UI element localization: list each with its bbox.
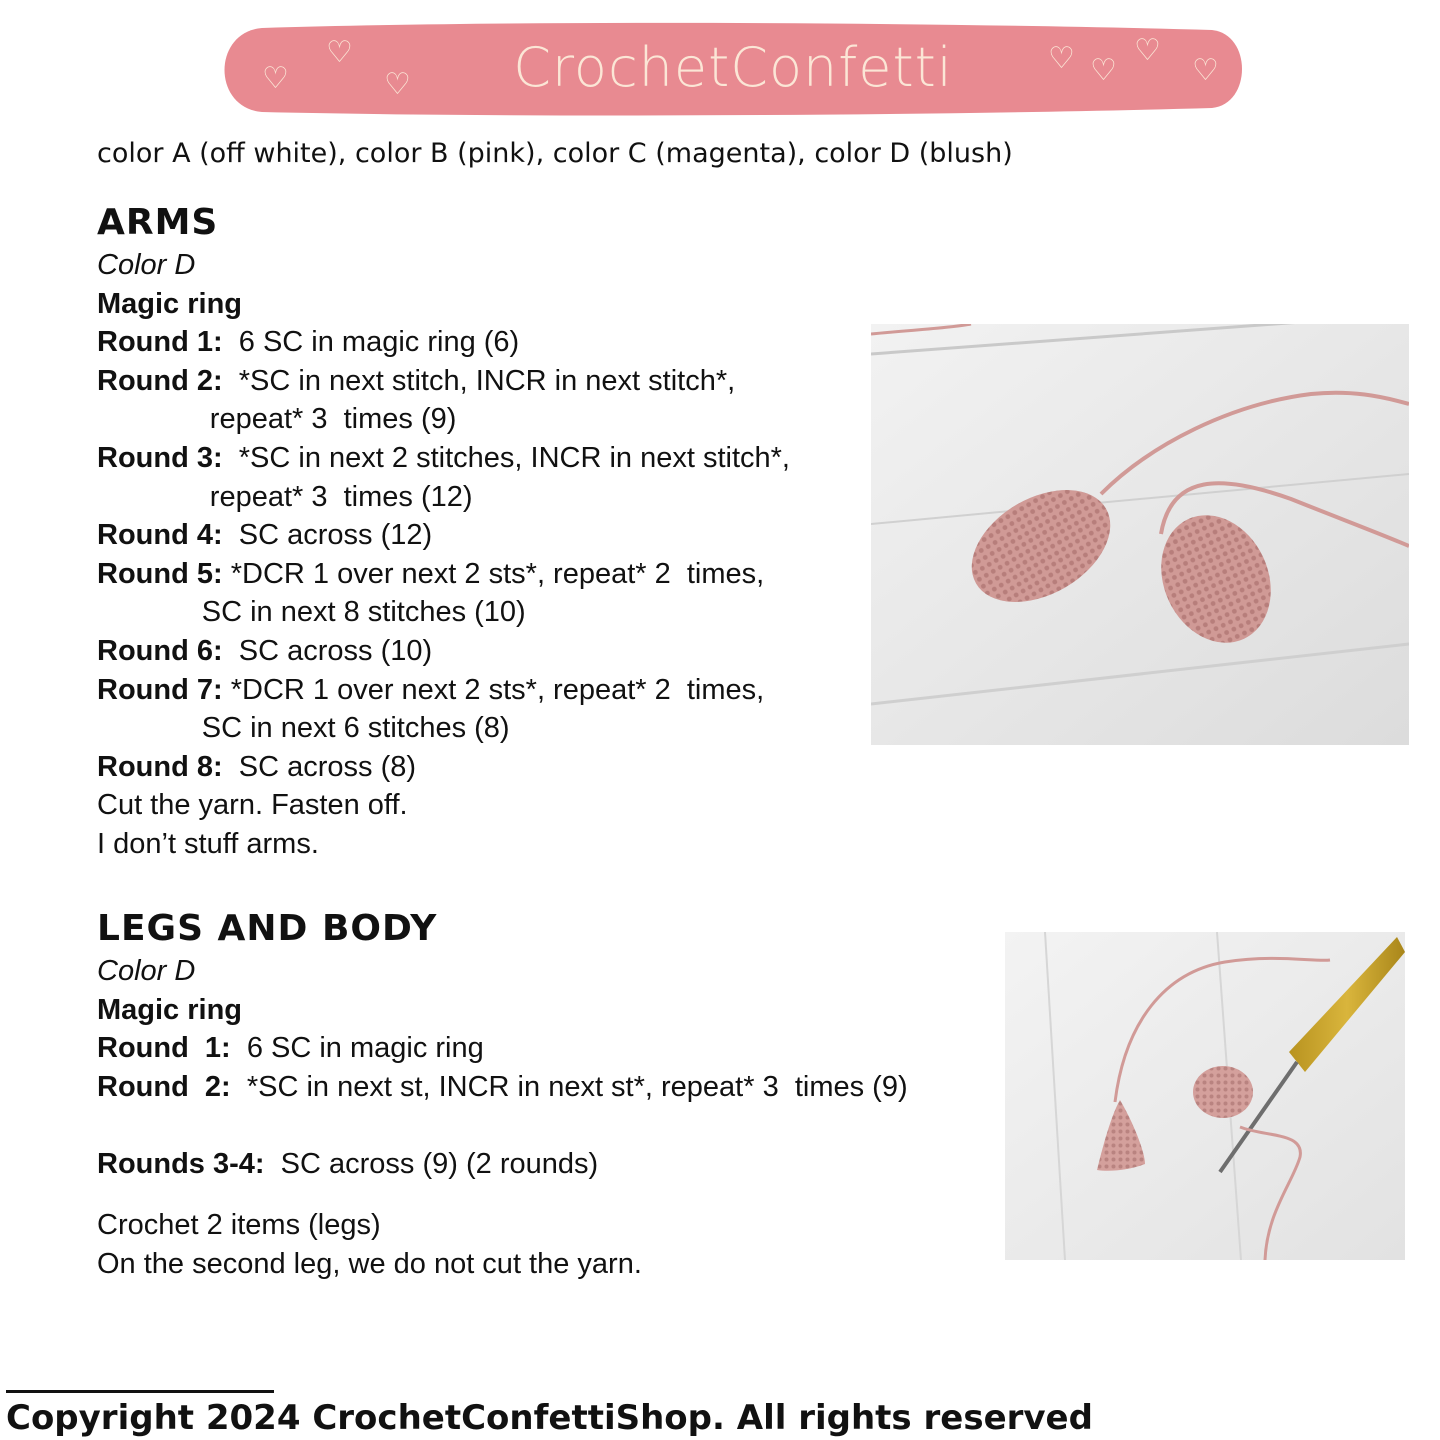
round-label: Round 7: (97, 673, 223, 706)
arms-round-line (97, 439, 790, 478)
round-label: Round 5: (97, 557, 223, 590)
arms-round-line (97, 709, 790, 748)
round-label: Round 3: (97, 441, 223, 474)
round-label: Round 1: (97, 326, 223, 359)
round-label: Rounds 3-4: (97, 1148, 265, 1180)
arms-round-line (97, 671, 790, 710)
round-text: *DCR 1 over next 2 sts*, repeat* 2 times, (222, 673, 765, 706)
arms-color: Color D (97, 249, 196, 281)
round-text: SC across (10) (222, 634, 433, 667)
round-label: Round 8: (97, 750, 223, 783)
round-label: Round 6: (97, 634, 223, 667)
round-label: Round 4: (97, 519, 223, 552)
arms-note: Cut the yarn. Fasten off. (97, 789, 408, 822)
arms-round-line (97, 478, 790, 517)
legs-round-3 (97, 1145, 598, 1184)
arms-round-line (97, 593, 790, 632)
arms-round-line (97, 362, 790, 401)
round-label: Round 2: (97, 364, 223, 397)
arms-round-line (97, 323, 790, 362)
footer-divider (6, 1390, 274, 1393)
heart-icon: ♡ (262, 61, 289, 96)
round-text: SC in next 8 stitches (10) (97, 596, 526, 629)
arms-round-line (97, 748, 790, 787)
round-text: SC across (12) (222, 519, 433, 552)
round-text: *SC in next 2 stitches, INCR in next stitch*, (222, 441, 790, 474)
arms-round-line (97, 400, 790, 439)
heart-icon: ♡ (1134, 33, 1161, 68)
heart-icon: ♡ (326, 35, 353, 70)
arms-round-line (97, 555, 790, 594)
legs-color: Color D (97, 955, 196, 987)
legs-note: On the second leg, we do not cut the yarn. (97, 1247, 642, 1280)
round-text: repeat* 3 times (12) (97, 480, 473, 513)
heart-icon: ♡ (1090, 53, 1117, 88)
heart-icon: ♡ (384, 67, 411, 102)
heart-icon: ♡ (1048, 41, 1075, 76)
legs-instructions (97, 952, 908, 1106)
arms-photo (871, 324, 1409, 745)
round-text: 6 SC in magic ring (230, 1032, 484, 1065)
section-title-arms: ARMS (97, 202, 219, 243)
round-text: repeat* 3 times (9) (97, 403, 457, 436)
round-text: SC across (9) (2 rounds) (264, 1148, 599, 1180)
heart-icon: ♡ (1192, 53, 1219, 88)
round-label: Round 2: (97, 1070, 231, 1103)
legs-round-3-block (97, 1145, 598, 1184)
legs-notes (97, 1206, 642, 1283)
color-legend: color A (off white), color B (pink), color C (magenta), color D (blush) (97, 138, 1013, 169)
round-text: *SC in next stitch, INCR in next stitch*, (222, 364, 736, 397)
section-title-legs: LEGS AND BODY (97, 908, 438, 949)
round-text: SC in next 6 stitches (8) (97, 712, 510, 745)
legs-round-1 (97, 1029, 908, 1068)
legs-start: Magic ring (97, 993, 243, 1026)
arms-round-line (97, 516, 790, 555)
arms-instructions (97, 246, 790, 864)
round-text: *DCR 1 over next 2 sts*, repeat* 2 times, (222, 557, 765, 590)
round-label: Round 1: (97, 1032, 231, 1065)
copyright: Copyright 2024 CrochetConfettiShop. All rights reserved (6, 1398, 1093, 1438)
brand-logo: CrochetConfetti (513, 36, 953, 99)
legs-note: Crochet 2 items (legs) (97, 1209, 381, 1241)
brand-banner (222, 20, 1244, 118)
legs-round-2 (97, 1068, 908, 1107)
arms-rounds (97, 323, 790, 786)
legs-photo (1005, 932, 1405, 1260)
round-text: SC across (8) (222, 750, 417, 783)
round-text: *SC in next st, INCR in next st*, repeat* 3 times (9) (230, 1070, 908, 1103)
arms-note: I don’t stuff arms. (97, 827, 319, 860)
arms-start: Magic ring (97, 287, 243, 320)
round-text: 6 SC in magic ring (6) (222, 326, 520, 359)
arms-round-line (97, 632, 790, 671)
